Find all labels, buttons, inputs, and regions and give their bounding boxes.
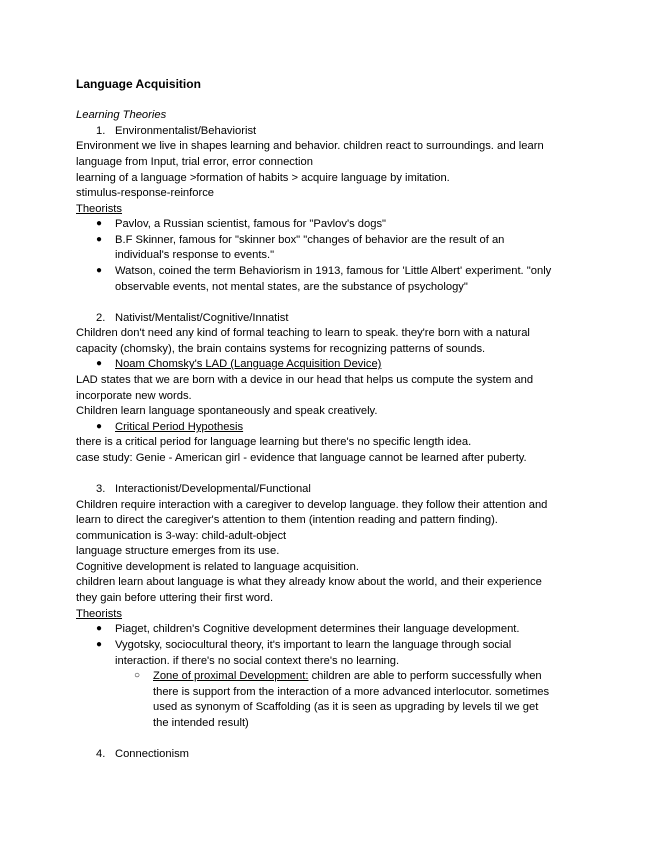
paragraph-line: stimulus-response-reinforce bbox=[76, 187, 215, 199]
bullet-icon: ● bbox=[96, 234, 103, 245]
sub-list-item-continued: there is support from the interaction of a more advanced interlocutor. sometimes bbox=[153, 686, 550, 698]
paragraph-line: communication is 3-way: child-adult-object bbox=[76, 530, 287, 542]
paragraph-line: children learn about language is what they already know about the world, and their experience bbox=[76, 576, 542, 588]
list-item-continued: interaction. if there's no social context there's no learning. bbox=[115, 655, 400, 667]
paragraph-line: there is a critical period for language learning but there's no specific length idea. bbox=[76, 436, 472, 448]
paragraph-line: Environment we live in shapes learning and behavior. children react to surroundings. and learn bbox=[76, 140, 544, 152]
zpd-line bbox=[153, 669, 542, 683]
paragraph-line: case study: Genie - American girl - evidence that language cannot be learned after puberty. bbox=[76, 452, 527, 464]
section-heading-4: Connectionism bbox=[115, 748, 189, 760]
cph-heading: Critical Period Hypothesis bbox=[115, 421, 244, 433]
bullet-icon: ● bbox=[96, 358, 103, 369]
list-item-continued: individual's response to events." bbox=[115, 249, 275, 261]
sub-bullet-icon: ○ bbox=[134, 670, 141, 681]
theorists-heading: Theorists bbox=[76, 203, 123, 215]
theorists-heading: Theorists bbox=[76, 608, 123, 620]
list-number: 3. bbox=[96, 483, 106, 495]
paragraph-line: Children don't need any kind of formal teaching to learn to speak. they're born with a natural bbox=[76, 327, 530, 339]
lad-heading: Noam Chomsky's LAD (Language Acquisition Device) bbox=[115, 358, 382, 370]
zpd-heading: Zone of proximal Development: bbox=[153, 670, 309, 682]
section-heading-3: Interactionist/Developmental/Functional bbox=[115, 483, 311, 495]
bullet-icon: ● bbox=[96, 623, 103, 634]
list-number: 1. bbox=[96, 125, 106, 137]
sub-list-item-continued: used as synonym of Scaffolding (as it is seen as upgrading by levels til we get bbox=[153, 701, 539, 713]
section-heading-1: Environmentalist/Behaviorist bbox=[115, 125, 257, 137]
bullet-icon: ● bbox=[96, 421, 103, 432]
list-item: Piaget, children's Cognitive development determines their language development. bbox=[115, 623, 520, 635]
paragraph-line: incorporate new words. bbox=[76, 390, 192, 402]
list-number: 4. bbox=[96, 748, 106, 760]
section-heading-2: Nativist/Mentalist/Cognitive/Innatist bbox=[115, 312, 289, 324]
zpd-text: children are able to perform successfully when bbox=[308, 670, 542, 682]
list-number: 2. bbox=[96, 312, 106, 324]
document-title: Language Acquisition bbox=[76, 77, 201, 91]
list-item: Watson, coined the term Behaviorism in 1913, famous for 'Little Albert' experiment. "only bbox=[115, 265, 552, 277]
paragraph-line: LAD states that we are born with a device in our head that helps us compute the system and bbox=[76, 374, 534, 386]
list-item: Pavlov, a Russian scientist, famous for "Pavlov's dogs" bbox=[115, 218, 387, 230]
paragraph-line: language structure emerges from its use. bbox=[76, 545, 280, 557]
section-subtitle: Learning Theories bbox=[76, 109, 167, 121]
bullet-icon: ● bbox=[96, 265, 103, 276]
list-item: B.F Skinner, famous for "skinner box" "changes of behavior are the result of an bbox=[115, 234, 505, 246]
paragraph-line: Children require interaction with a caregiver to develop language. they follow their attention and bbox=[76, 499, 548, 511]
paragraph-line: Children learn language spontaneously and speak creatively. bbox=[76, 405, 378, 417]
paragraph-line: learning of a language >formation of habits > acquire language by imitation. bbox=[76, 172, 450, 184]
paragraph-line: Cognitive development is related to language acquisition. bbox=[76, 561, 359, 573]
paragraph-line: learn to direct the caregiver's attention to them (intention reading and pattern finding). bbox=[76, 514, 498, 526]
bullet-icon: ● bbox=[96, 218, 103, 229]
paragraph-line: they gain before uttering their first word. bbox=[76, 592, 274, 604]
list-item: Vygotsky, sociocultural theory, it's important to learn the language through social bbox=[115, 639, 512, 651]
bullet-icon: ● bbox=[96, 639, 103, 650]
sub-list-item-continued: the intended result) bbox=[153, 717, 249, 729]
list-item-continued: observable events, not mental states, are the substance of psychology" bbox=[115, 281, 468, 293]
paragraph-line: language from Input, trial error, error connection bbox=[76, 156, 313, 168]
paragraph-line: capacity (chomsky), the brain contains systems for recognizing patterns of sounds. bbox=[76, 343, 486, 355]
